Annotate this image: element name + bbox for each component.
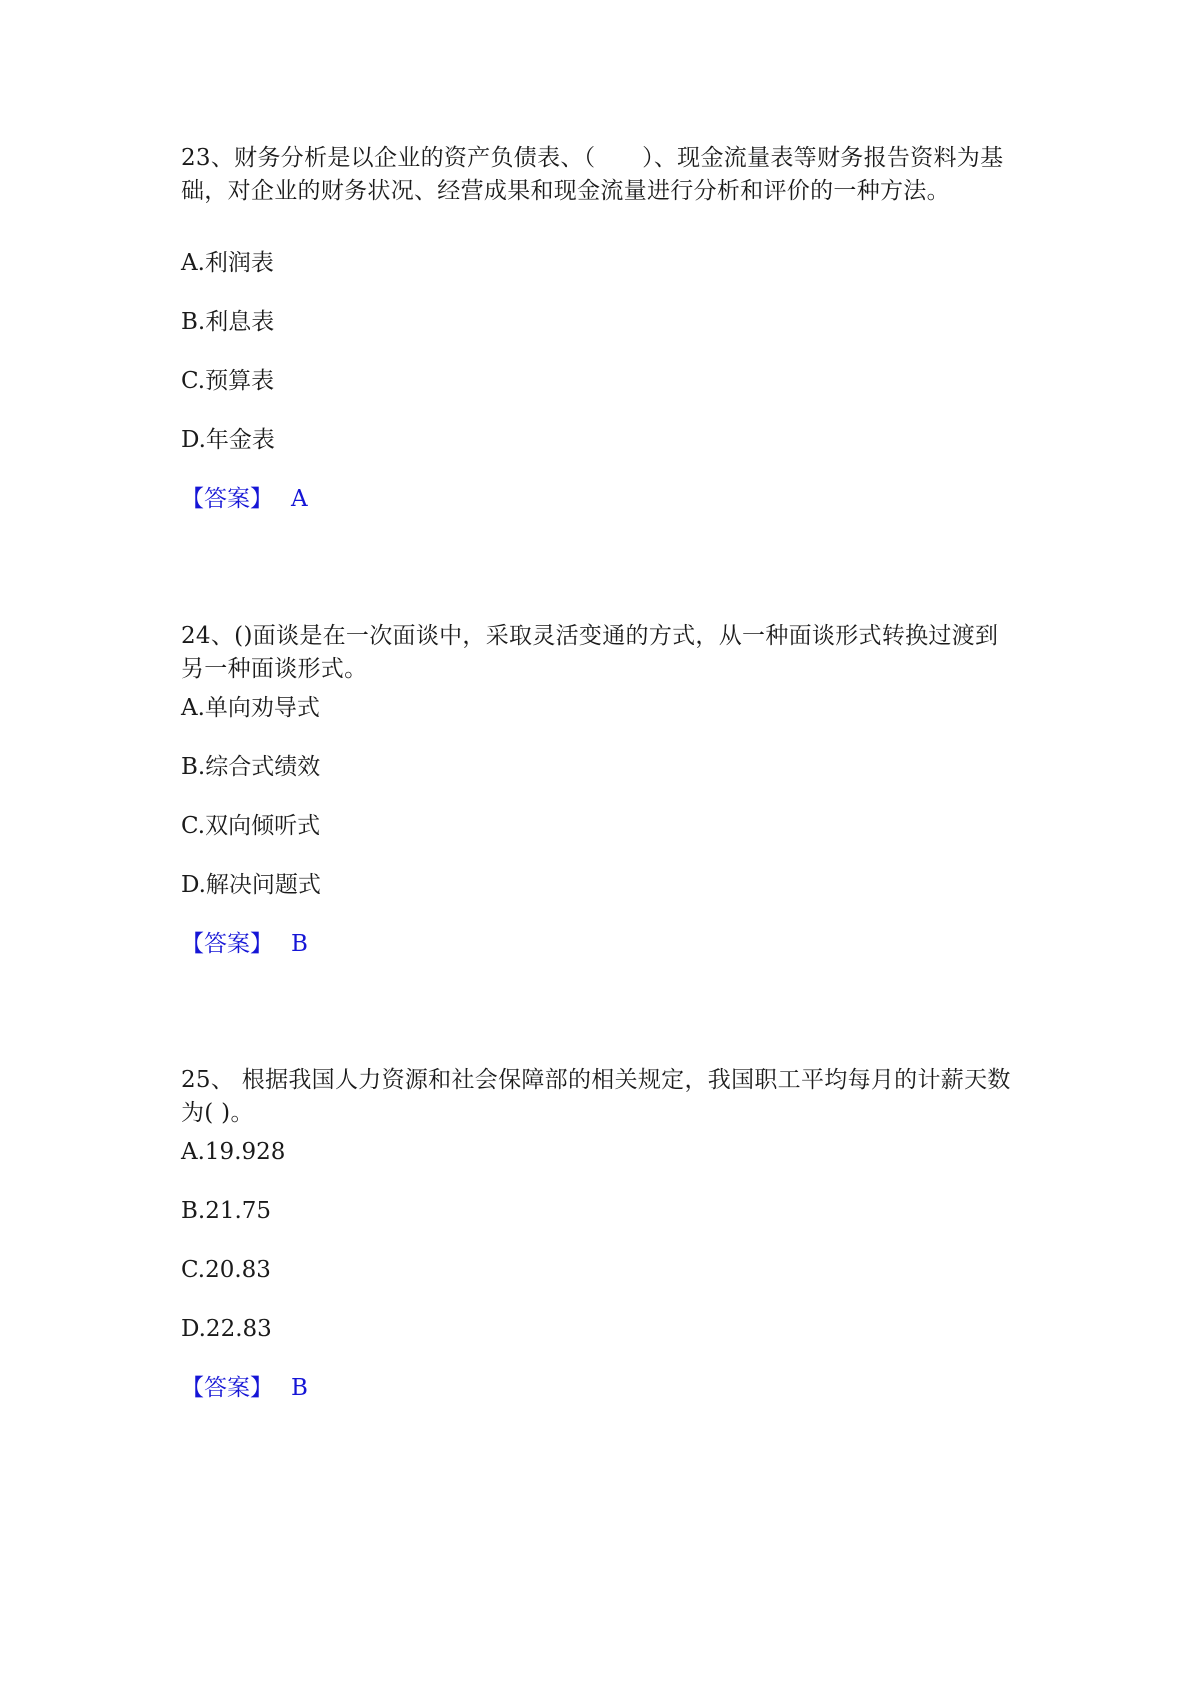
answer-label: 【答案】 xyxy=(181,1375,273,1401)
question-25 xyxy=(181,1064,1021,1401)
answer-line xyxy=(181,929,308,959)
question-stem: 25、 根据我国人力资源和社会保障部的相关规定，我国职工平均每月的计薪天数为( )。 xyxy=(181,1067,1011,1126)
option-a: A.19.928 xyxy=(181,1139,286,1165)
option-a: A.利润表 xyxy=(181,250,274,276)
question-stem: 24、()面谈是在一次面谈中，采取灵活变通的方式，从一种面谈形式转换过渡到另一种面谈形式。 xyxy=(181,623,999,682)
answer-label: 【答案】 xyxy=(181,931,273,957)
option-b: B.综合式绩效 xyxy=(181,754,321,780)
answer-value: A xyxy=(291,486,308,512)
question-23 xyxy=(181,142,1021,512)
option-a: A.单向劝导式 xyxy=(181,695,320,721)
option-b: B.利息表 xyxy=(181,309,275,335)
option-b: B.21.75 xyxy=(181,1198,272,1224)
answer-label: 【答案】 xyxy=(181,486,273,512)
option-c: C.20.83 xyxy=(181,1257,271,1283)
option-c: C.双向倾听式 xyxy=(181,813,321,839)
question-stem: 23、财务分析是以企业的资产负债表、（ ）、现金流量表等财务报告资料为基础，对企业的财务状况、经营成果和现金流量进行分析和评价的一种方法。 xyxy=(181,145,1004,204)
option-d: D.年金表 xyxy=(181,427,275,453)
question-24 xyxy=(181,620,1021,957)
answer-value: B xyxy=(291,931,308,957)
answer-line xyxy=(181,484,308,514)
option-d: D.解决问题式 xyxy=(181,872,321,898)
answer-line xyxy=(181,1373,308,1403)
answer-value: B xyxy=(291,1375,308,1401)
option-d: D.22.83 xyxy=(181,1316,272,1342)
option-c: C.预算表 xyxy=(181,368,275,394)
